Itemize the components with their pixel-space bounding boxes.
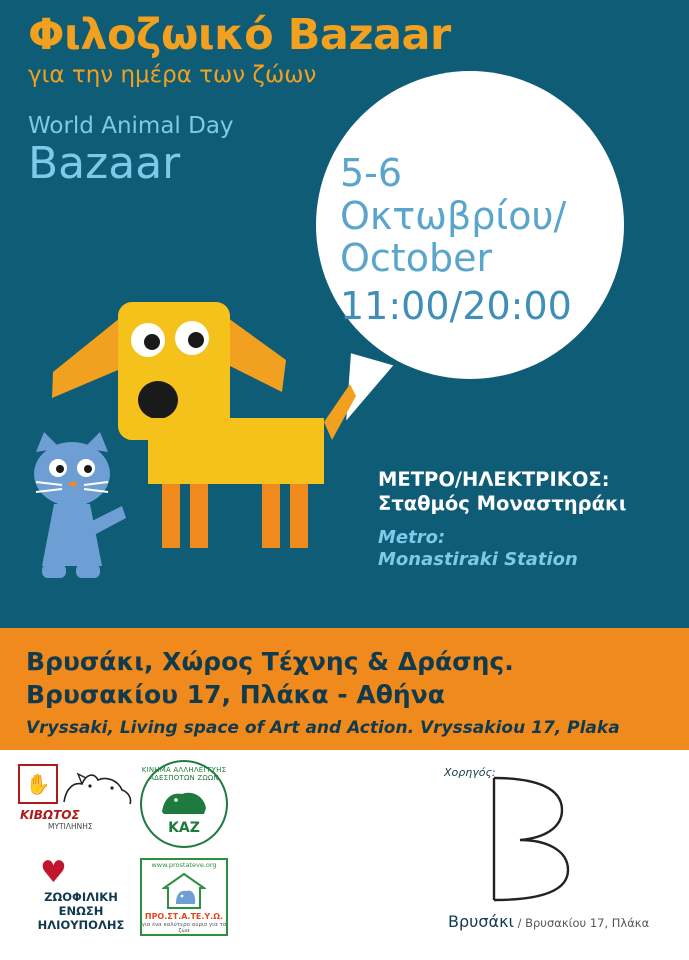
logo-kaz — [140, 760, 232, 852]
logo-zoofiliki-line2: ΕΝΩΣΗ — [58, 904, 104, 919]
logo-prostateve — [140, 858, 232, 940]
sponsor-footer-sub: / Βρυσακίου 17, Πλάκα — [513, 916, 650, 930]
logo-kivotos — [18, 764, 138, 850]
cat-illustration — [16, 430, 134, 590]
logo-kivotos-subtitle: ΜΥΤΙΛΗΝΗΣ — [48, 822, 93, 831]
venue-greek-line1: Βρυσάκι, Χώρος Τέχνης & Δράσης. — [26, 647, 514, 676]
house-dog-icon — [162, 872, 206, 910]
sponsor-strip — [0, 750, 689, 960]
logo-prostateve-label: ΠΡΟ.ΣΤ.Α.ΤΕ.Υ.Ω. — [144, 912, 224, 921]
logo-zoofiliki-text — [26, 890, 136, 932]
venue-english: Vryssaki, Living space of Art and Action. Vryssakiou 17, Plaka — [26, 718, 620, 738]
dog-cat-line-icon — [60, 766, 136, 808]
title-english-small: World Animal Day — [28, 113, 234, 140]
bubble-month-greek: Οκτωβρίου/ — [340, 193, 567, 238]
bubble-month-english: October — [340, 236, 493, 281]
title-english-big: Bazaar — [28, 137, 181, 189]
metro-english-label: Metro: — [378, 526, 446, 548]
logo-zoofiliki-line1: ΖΩΟΦΙΛΙΚΗ — [44, 890, 118, 904]
logo-zoofiliki-enosi — [26, 855, 146, 938]
sponsor-footer-main: Βρυσάκι — [448, 912, 514, 931]
kaz-dog-icon — [160, 786, 208, 816]
sponsor-beta-mark — [480, 774, 576, 904]
metro-greek-station: Σταθμός Μοναστηράκι — [378, 492, 627, 516]
sponsor-footer — [448, 912, 649, 931]
logo-kaz-ring-text: ΚΙΝΗΜΑ ΑΛΛΗΛΕΓΓΥΗΣ ΑΔΕΣΠΟΤΩΝ ΖΩΩΝ — [141, 766, 227, 782]
logo-prostateve-tag: για ένα καλύτερο αύριο για τα ζώα — [141, 922, 227, 934]
metro-greek-label: ΜΕΤΡΟ/ΗΛΕΚΤΡΙΚΟΣ: — [378, 468, 610, 491]
venue-band — [0, 628, 689, 750]
bubble-dates: 5-6 — [340, 151, 403, 195]
bubble-time: 11:00/20:00 — [340, 283, 572, 328]
sponsor-label: Χορηγός: — [444, 766, 496, 779]
logo-prostateve-url: www.prostateve.org — [151, 861, 217, 869]
logo-kaz-label: ΚΑΖ — [168, 820, 200, 836]
hand-icon: ✋ — [18, 764, 58, 804]
logo-kivotos-text: ΚΙΒΩΤΟΣ — [20, 808, 80, 822]
heart-paw-icon: ♥ — [40, 855, 67, 890]
venue-greek — [26, 646, 514, 711]
venue-greek-line2: Βρυσακίου 17, Πλάκα - Αθήνα — [26, 679, 445, 709]
logo-zoofiliki-line3: ΗΛΙΟΥΠΟΛΗΣ — [37, 918, 125, 933]
subtitle-greek: για την ημέρα των ζώων — [28, 62, 317, 88]
title-greek: Φιλοζωικό Bazaar — [28, 10, 451, 60]
speech-bubble-text — [340, 152, 620, 329]
metro-info — [378, 468, 678, 572]
metro-english-station: Monastiraki Station — [378, 549, 578, 571]
